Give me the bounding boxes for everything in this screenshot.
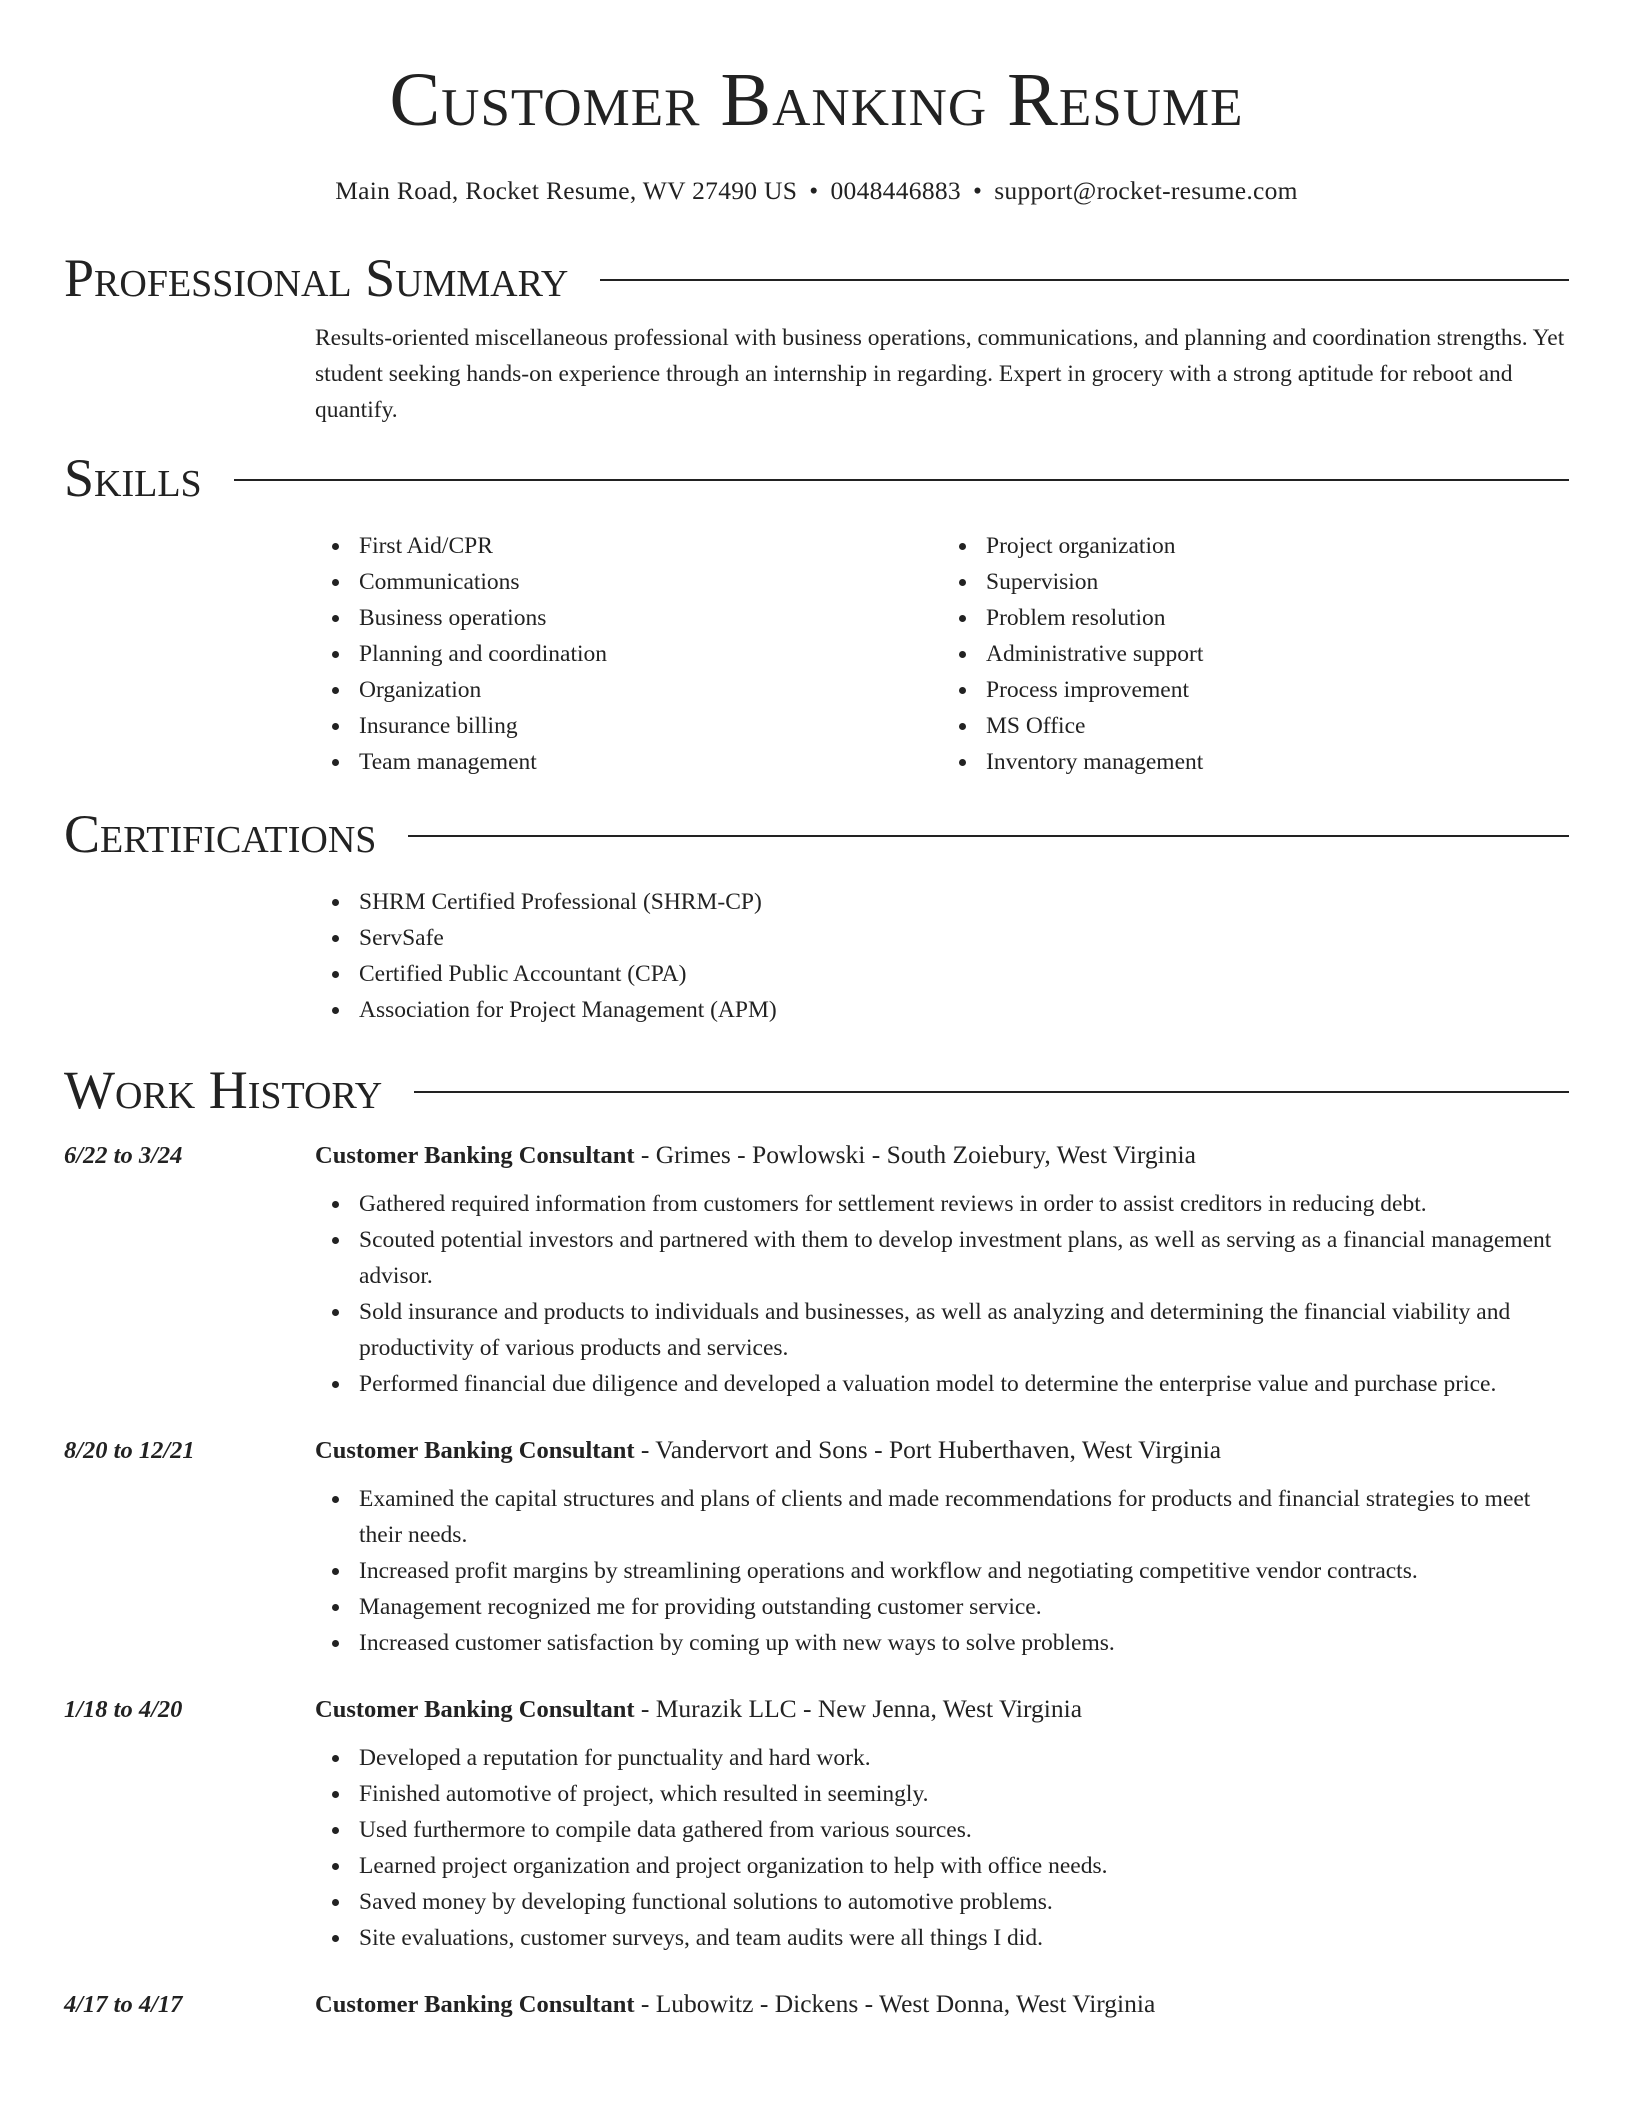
job-dates: 8/20 to 12/21 xyxy=(64,1437,195,1464)
job-bullet-list xyxy=(315,1186,1569,1402)
skill-item: Organization xyxy=(359,672,942,708)
section-divider xyxy=(234,479,1569,481)
job-bullet: Management recognized me for providing outstanding customer service. xyxy=(359,1589,1569,1625)
certification-item: Certified Public Accountant (CPA) xyxy=(359,956,1569,992)
job-bullet: Gathered required information from customers for settlement reviews in order to assist creditors in reducing debt. xyxy=(359,1186,1569,1222)
job-bullet: Examined the capital structures and plans of clients and made recommendations for products and financial strategies to meet their needs. xyxy=(359,1481,1569,1553)
summary-section xyxy=(64,248,1569,428)
summary-heading-row xyxy=(64,248,1569,308)
section-divider xyxy=(414,1091,1569,1093)
job-bullet-list xyxy=(315,1481,1569,1661)
job-title: Customer Banking Consultant xyxy=(315,1991,635,2018)
resume-page xyxy=(64,0,1569,2019)
job-dates: 4/17 to 4/17 xyxy=(64,1991,183,2018)
section-divider xyxy=(600,279,1569,281)
skill-item: Inventory management xyxy=(986,744,1569,780)
job-dates: 6/22 to 3/24 xyxy=(64,1142,183,1169)
job-header xyxy=(64,1694,1569,1724)
skills-list-right xyxy=(942,528,1569,780)
job-employer-location: - Grimes - Powlowski - South Zoiebury, West Virginia xyxy=(634,1140,1196,1169)
contact-line xyxy=(64,176,1569,206)
skill-item: First Aid/CPR xyxy=(359,528,942,564)
job-bullet: Performed financial due diligence and developed a valuation model to determine the enterprise value and purchase price. xyxy=(359,1366,1569,1402)
resume-name: Customer Banking Resume xyxy=(389,58,1244,142)
section-divider xyxy=(408,835,1569,837)
certifications-heading: Certifications xyxy=(64,804,377,864)
skill-item: Communications xyxy=(359,564,942,600)
contact-email: support@rocket-resume.com xyxy=(994,176,1298,205)
work-history-section xyxy=(64,1060,1569,2019)
job-bullet: Saved money by developing functional solutions to automotive problems. xyxy=(359,1884,1569,1920)
certifications-body xyxy=(315,884,1569,1028)
skill-item: Business operations xyxy=(359,600,942,636)
job-bullet: Used furthermore to compile data gathered from various sources. xyxy=(359,1812,1569,1848)
job-entry xyxy=(64,1989,1569,2019)
job-entry xyxy=(64,1694,1569,1956)
skill-item: Planning and coordination xyxy=(359,636,942,672)
contact-address: Main Road, Rocket Resume, WV 27490 US xyxy=(335,176,798,205)
job-heading-line xyxy=(315,1989,1155,2019)
job-bullet: Site evaluations, customer surveys, and team audits were all things I did. xyxy=(359,1920,1569,1956)
job-bullet: Developed a reputation for punctuality and hard work. xyxy=(359,1740,1569,1776)
job-entry xyxy=(64,1140,1569,1402)
contact-separator: • xyxy=(809,176,819,205)
contact-phone: 0048446883 xyxy=(830,176,961,205)
job-employer-location: - Murazik LLC - New Jenna, West Virginia xyxy=(634,1694,1083,1723)
certification-item: ServSafe xyxy=(359,920,1569,956)
job-employer-location: - Lubowitz - Dickens - West Donna, West Virginia xyxy=(634,1989,1156,2018)
skill-item: Administrative support xyxy=(986,636,1569,672)
job-heading-line xyxy=(315,1435,1221,1465)
job-title: Customer Banking Consultant xyxy=(315,1437,635,1464)
job-bullet: Scouted potential investors and partnered with them to develop investment plans, as well as serving as a financial management advisor. xyxy=(359,1222,1569,1294)
skill-item: MS Office xyxy=(986,708,1569,744)
skill-item: Insurance billing xyxy=(359,708,942,744)
job-header xyxy=(64,1140,1569,1170)
summary-text: Results-oriented miscellaneous professional with business operations, communications, and planning and coordination strengths. Yet student seeking hands-on experience through an internship in regarding. Expert in grocery with a strong aptitude for reboot and quantify. xyxy=(315,325,1565,423)
skill-item: Problem resolution xyxy=(986,600,1569,636)
job-title: Customer Banking Consultant xyxy=(315,1142,635,1169)
skills-heading-row xyxy=(64,448,1569,508)
summary-heading: Professional Summary xyxy=(64,248,569,308)
skill-item: Project organization xyxy=(986,528,1569,564)
certifications-section xyxy=(64,804,1569,1028)
work-history-heading-row xyxy=(64,1060,1569,1120)
job-bullet: Increased profit margins by streamlining operations and workflow and negotiating competitive vendor contracts. xyxy=(359,1553,1569,1589)
skills-heading: Skills xyxy=(64,448,202,508)
contact-separator: • xyxy=(972,176,983,205)
work-history-heading: Work History xyxy=(64,1060,383,1120)
job-bullet: Increased customer satisfaction by coming up with new ways to solve problems. xyxy=(359,1625,1569,1661)
certifications-heading-row xyxy=(64,804,1569,864)
job-header xyxy=(64,1435,1569,1465)
job-employer-location: - Vandervort and Sons - Port Huberthaven, West Virginia xyxy=(634,1435,1222,1464)
certification-item: SHRM Certified Professional (SHRM-CP) xyxy=(359,884,1569,920)
job-bullet-list xyxy=(315,1740,1569,1956)
skills-list-left xyxy=(315,528,942,780)
resume-header xyxy=(64,0,1569,206)
summary-body xyxy=(315,320,1569,428)
job-bullet: Sold insurance and products to individuals and businesses, as well as analyzing and determining the financial viability and productivity of various products and services. xyxy=(359,1294,1569,1366)
skills-columns xyxy=(315,528,1569,780)
job-entry xyxy=(64,1435,1569,1661)
skills-section xyxy=(64,448,1569,780)
job-dates: 1/18 to 4/20 xyxy=(64,1696,183,1723)
job-header xyxy=(64,1989,1569,2019)
job-bullet: Learned project organization and project organization to help with office needs. xyxy=(359,1848,1569,1884)
skill-item: Supervision xyxy=(986,564,1569,600)
certification-item: Association for Project Management (APM) xyxy=(359,992,1569,1028)
job-heading-line xyxy=(315,1694,1082,1724)
certifications-list xyxy=(315,884,1569,1028)
skill-item: Team management xyxy=(359,744,942,780)
job-heading-line xyxy=(315,1140,1196,1170)
job-bullet: Finished automotive of project, which resulted in seemingly. xyxy=(359,1776,1569,1812)
job-title: Customer Banking Consultant xyxy=(315,1696,635,1723)
skill-item: Process improvement xyxy=(986,672,1569,708)
